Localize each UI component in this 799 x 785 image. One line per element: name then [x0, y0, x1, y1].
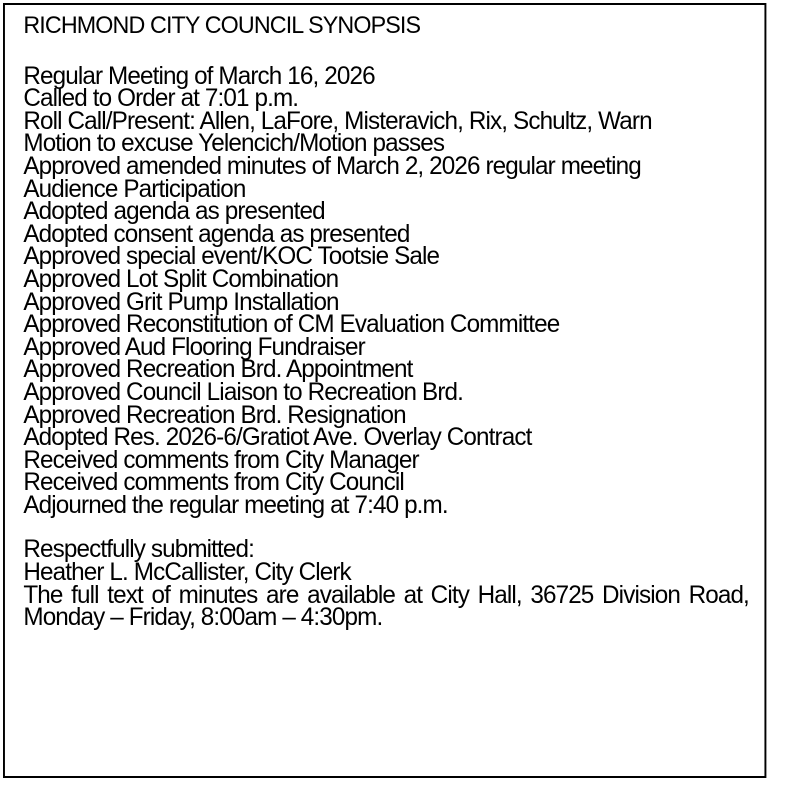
- city-manager-comments-line: Received comments from City Manager: [23, 445, 419, 474]
- signer-name: Heather L. McCallister, City Clerk: [23, 558, 351, 587]
- recreation-resignation-line: Approved Recreation Brd. Resignation: [23, 400, 406, 429]
- council-synopsis-notice: [3, 3, 766, 778]
- meeting-date-line: Regular Meeting of March 16, 2026: [23, 61, 375, 90]
- availability-note: The full text of minutes are available at City Hall, 36725 Division Road, Monday – Friday, 8:00am – 4:30pm.: [23, 580, 749, 632]
- submitted-label: Respectfully submitted:: [23, 535, 254, 564]
- special-event-line: Approved special event/KOC Tootsie Sale: [23, 242, 440, 271]
- city-council-comments-line: Received comments from City Council: [23, 468, 404, 497]
- council-liaison-line: Approved Council Liaison to Recreation Brd.: [23, 377, 464, 406]
- excuse-motion-line: Motion to excuse Yelencich/Motion passes: [23, 129, 445, 158]
- grit-pump-line: Approved Grit Pump Installation: [23, 287, 339, 316]
- called-to-order-line: Called to Order at 7:01 p.m.: [23, 84, 299, 113]
- notice-title: RICHMOND CITY COUNCIL SYNOPSIS: [23, 12, 421, 39]
- minutes-approval-line: Approved amended minutes of March 2, 2026 regular meeting: [23, 151, 641, 180]
- cm-evaluation-line: Approved Reconstitution of CM Evaluation Committee: [23, 310, 560, 339]
- resolution-line: Adopted Res. 2026-6/Gratiot Ave. Overlay Contract: [23, 423, 532, 452]
- roll-call-line: Roll Call/Present: Allen, LaFore, Misteravich, Rix, Schultz, Warn: [23, 106, 652, 135]
- adjourned-line: Adjourned the regular meeting at 7:40 p.m.: [23, 490, 448, 519]
- consent-agenda-line: Adopted consent agenda as presented: [23, 219, 410, 248]
- recreation-appointment-line: Approved Recreation Brd. Appointment: [23, 355, 413, 384]
- flooring-fundraiser-line: Approved Aud Flooring Fundraiser: [23, 332, 365, 361]
- agenda-adopted-line: Adopted agenda as presented: [23, 197, 325, 226]
- lot-split-line: Approved Lot Split Combination: [23, 264, 339, 293]
- audience-participation-line: Audience Participation: [23, 174, 246, 203]
